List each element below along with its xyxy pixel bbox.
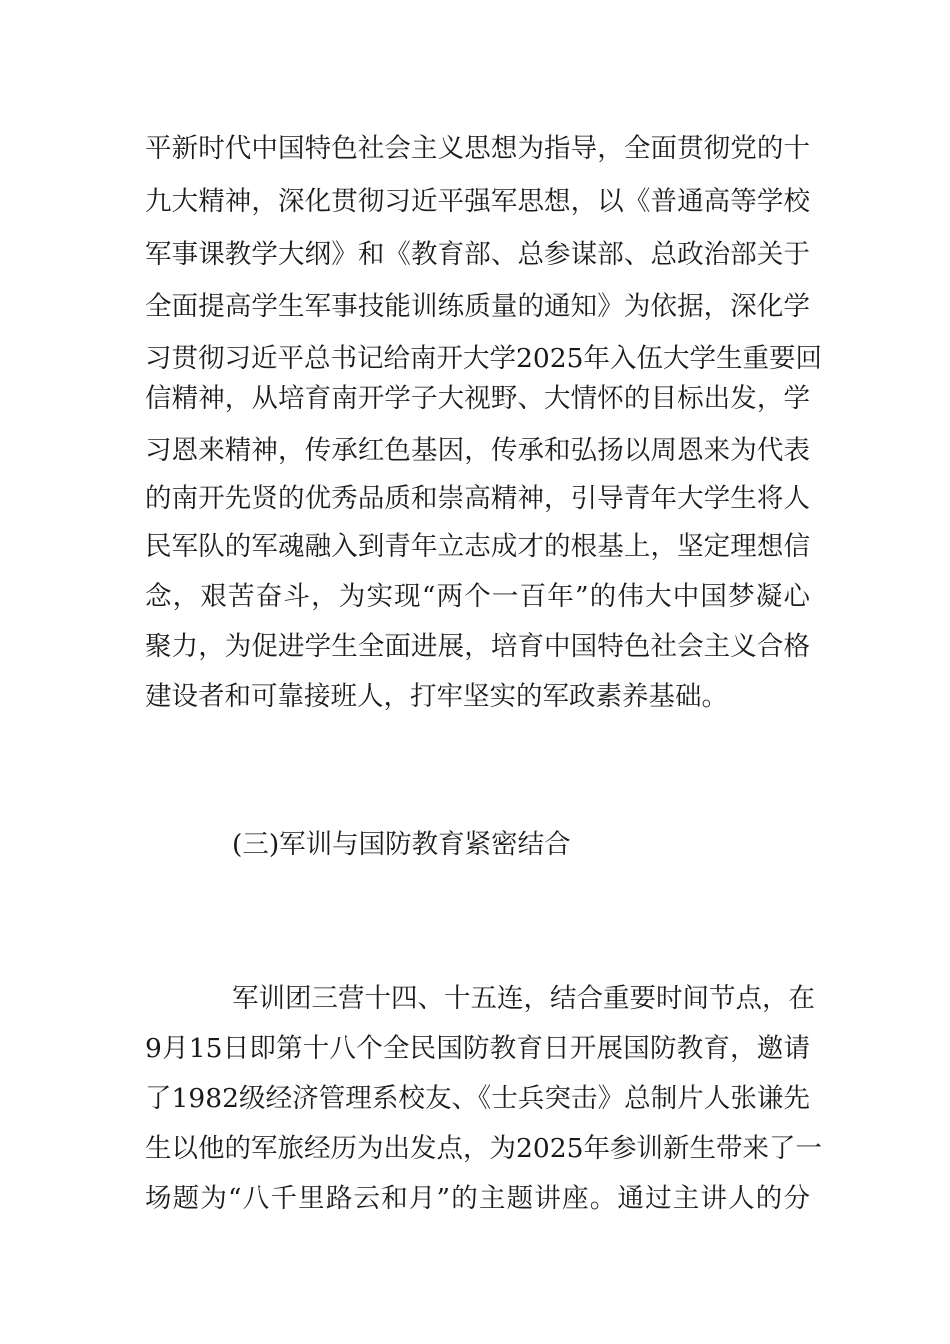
section-heading: (三)军训与国防教育紧密结合 (232, 829, 571, 860)
paragraph-1-line-2: 九大精神，深化贯彻习近平强军思想，以《普通高等学校 (145, 186, 810, 217)
paragraph-1-line-8: 的南开先贤的优秀品质和崇高精神，引导青年大学生将人 (145, 483, 810, 514)
paragraph-2-line-5: 场题为“八千里路云和月”的主题讲座。通过主讲人的分 (145, 1183, 810, 1214)
paragraph-1-line-4: 全面提高学生军事技能训练质量的通知》为依据，深化学 (145, 291, 810, 322)
paragraph-1-line-9: 民军队的军魂融入到青年立志成才的根基上，坚定理想信 (145, 531, 810, 562)
paragraph-2-line-2: 9月15日即第十八个全民国防教育日开展国防教育，邀请 (145, 1033, 810, 1064)
paragraph-1-line-12: 建设者和可靠接班人，打牢坚实的军政素养基础。 (145, 681, 728, 712)
paragraph-1-line-5: 习贯彻习近平总书记给南开大学2025年入伍大学生重要回 (145, 343, 822, 374)
paragraph-1-line-11: 聚力，为促进学生全面进展，培育中国特色社会主义合格 (145, 631, 810, 662)
paragraph-1-line-3: 军事课教学大纲》和《教育部、总参谋部、总政治部关于 (145, 239, 810, 270)
paragraph-2-line-3: 了1982级经济管理系校友、《士兵突击》总制片人张谦先 (145, 1083, 810, 1114)
paragraph-2-line-1: 军训团三营十四、十五连，结合重要时间节点，在 (232, 983, 815, 1014)
paragraph-1-line-1: 平新时代中国特色社会主义思想为指导，全面贯彻党的十 (145, 133, 810, 164)
paragraph-1-line-6: 信精神，从培育南开学子大视野、大情怀的目标出发，学 (145, 383, 810, 414)
paragraph-2-line-4: 生以他的军旅经历为出发点，为2025年参训新生带来了一 (145, 1133, 822, 1164)
paragraph-1-line-10: 念，艰苦奋斗，为实现“两个一百年”的伟大中国梦凝心 (145, 581, 810, 612)
paragraph-1-line-7: 习恩来精神，传承红色基因，传承和弘扬以周恩来为代表 (145, 435, 810, 466)
